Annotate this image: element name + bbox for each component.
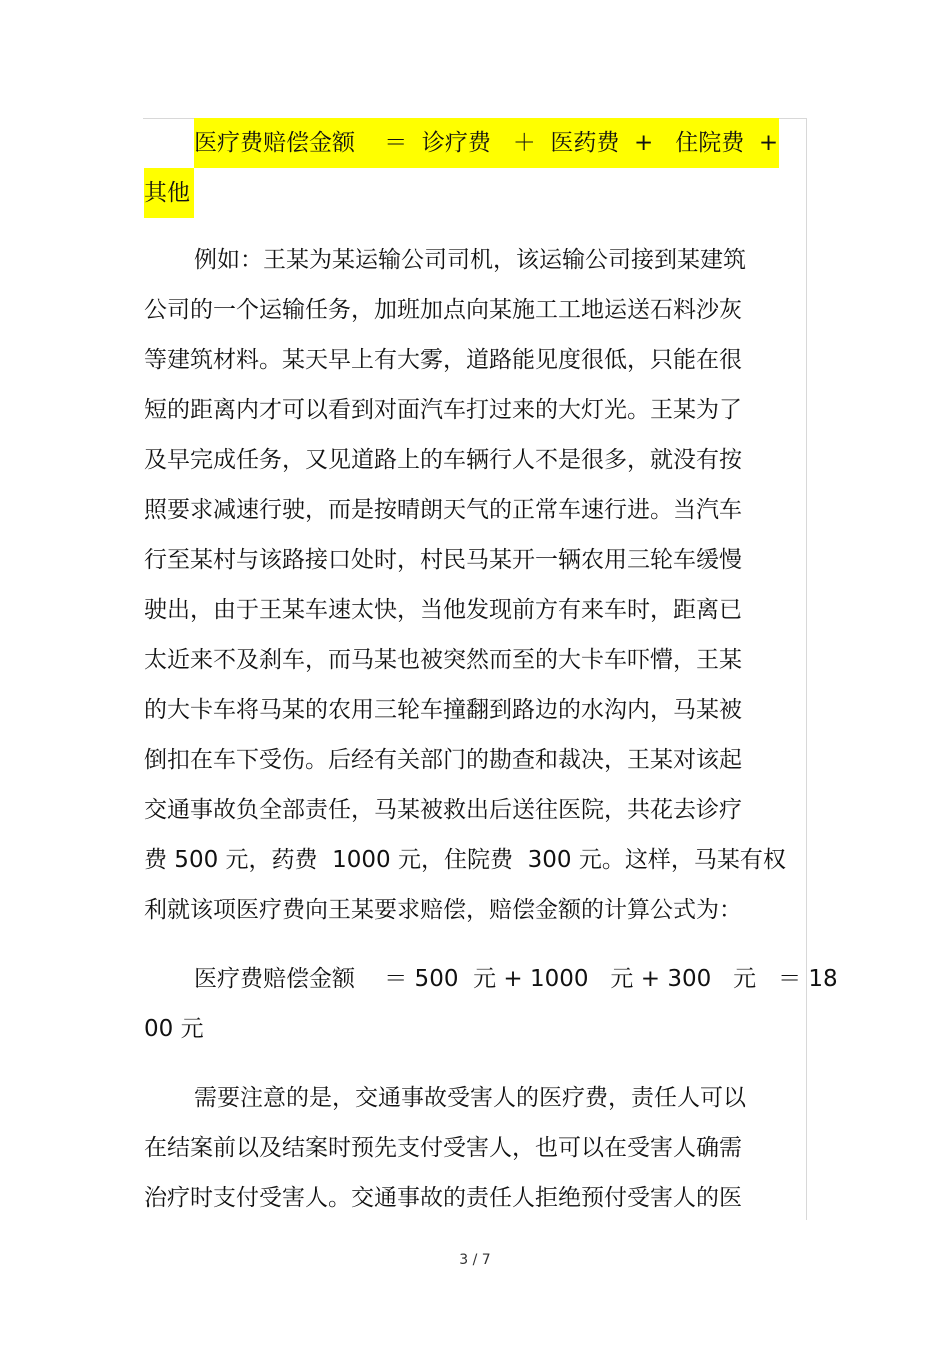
note-line: 需要注意的是，交通事故受害人的医疗费，责任人可以 (194, 1085, 746, 1111)
formula-line-2 (144, 168, 194, 218)
example-line: 驶出，由于王某车速太快，当他发现前方有来车时，距离已 (144, 597, 742, 623)
formula-line-1 (194, 118, 779, 168)
example-line: 交通事故负全部责任，马某被救出后送往医院，共花去诊疗 (144, 797, 742, 823)
example-line: 公司的一个运输任务，加班加点向某施工工地运送石料沙灰 (144, 297, 742, 323)
note-line: 治疗时支付受害人。交通事故的责任人拒绝预付受害人的医 (144, 1185, 742, 1211)
example-line: 行至某村与该路接口处时，村民马某开一辆农用三轮车缓慢 (144, 547, 742, 573)
calculation-line-2: 00 元 (144, 1016, 204, 1042)
example-line: 费 500 元，药费 1000 元，住院费 300 元。这样，马某有权 (144, 847, 786, 873)
formula-text-1: 医疗费赔偿金额 ＝ 诊疗费 ＋ 医药费 + 住院费 + (194, 130, 779, 156)
example-line: 等建筑材料。某天早上有大雾，道路能见度很低，只能在很 (144, 347, 742, 373)
calculation-line-1: 医疗费赔偿金额 ＝ 500 元 + 1000 元 + 300 元 ＝ 18 (194, 966, 838, 992)
example-line: 及早完成任务，又见道路上的车辆行人不是很多，就没有按 (144, 447, 742, 473)
example-line: 照要求减速行驶，而是按晴朗天气的正常车速行进。当汽车 (144, 497, 742, 523)
example-line: 利就该项医疗费向王某要求赔偿，赔偿金额的计算公式为： (144, 897, 742, 923)
example-line: 的大卡车将马某的农用三轮车撞翻到路边的水沟内，马某被 (144, 697, 742, 723)
example-line: 太近来不及刹车，而马某也被突然而至的大卡车吓懵，王某 (144, 647, 742, 673)
formula-text-2: 其他 (144, 180, 190, 206)
example-line: 短的距离内才可以看到对面汽车打过来的大灯光。王某为了 (144, 397, 742, 423)
page-number: 3 / 7 (459, 1252, 491, 1268)
note-line: 在结案前以及结案时预先支付受害人，也可以在受害人确需 (144, 1135, 742, 1161)
example-line: 倒扣在车下受伤。后经有关部门的勘查和裁决，王某对该起 (144, 747, 742, 773)
example-line: 例如：王某为某运输公司司机，该运输公司接到某建筑 (194, 247, 746, 273)
